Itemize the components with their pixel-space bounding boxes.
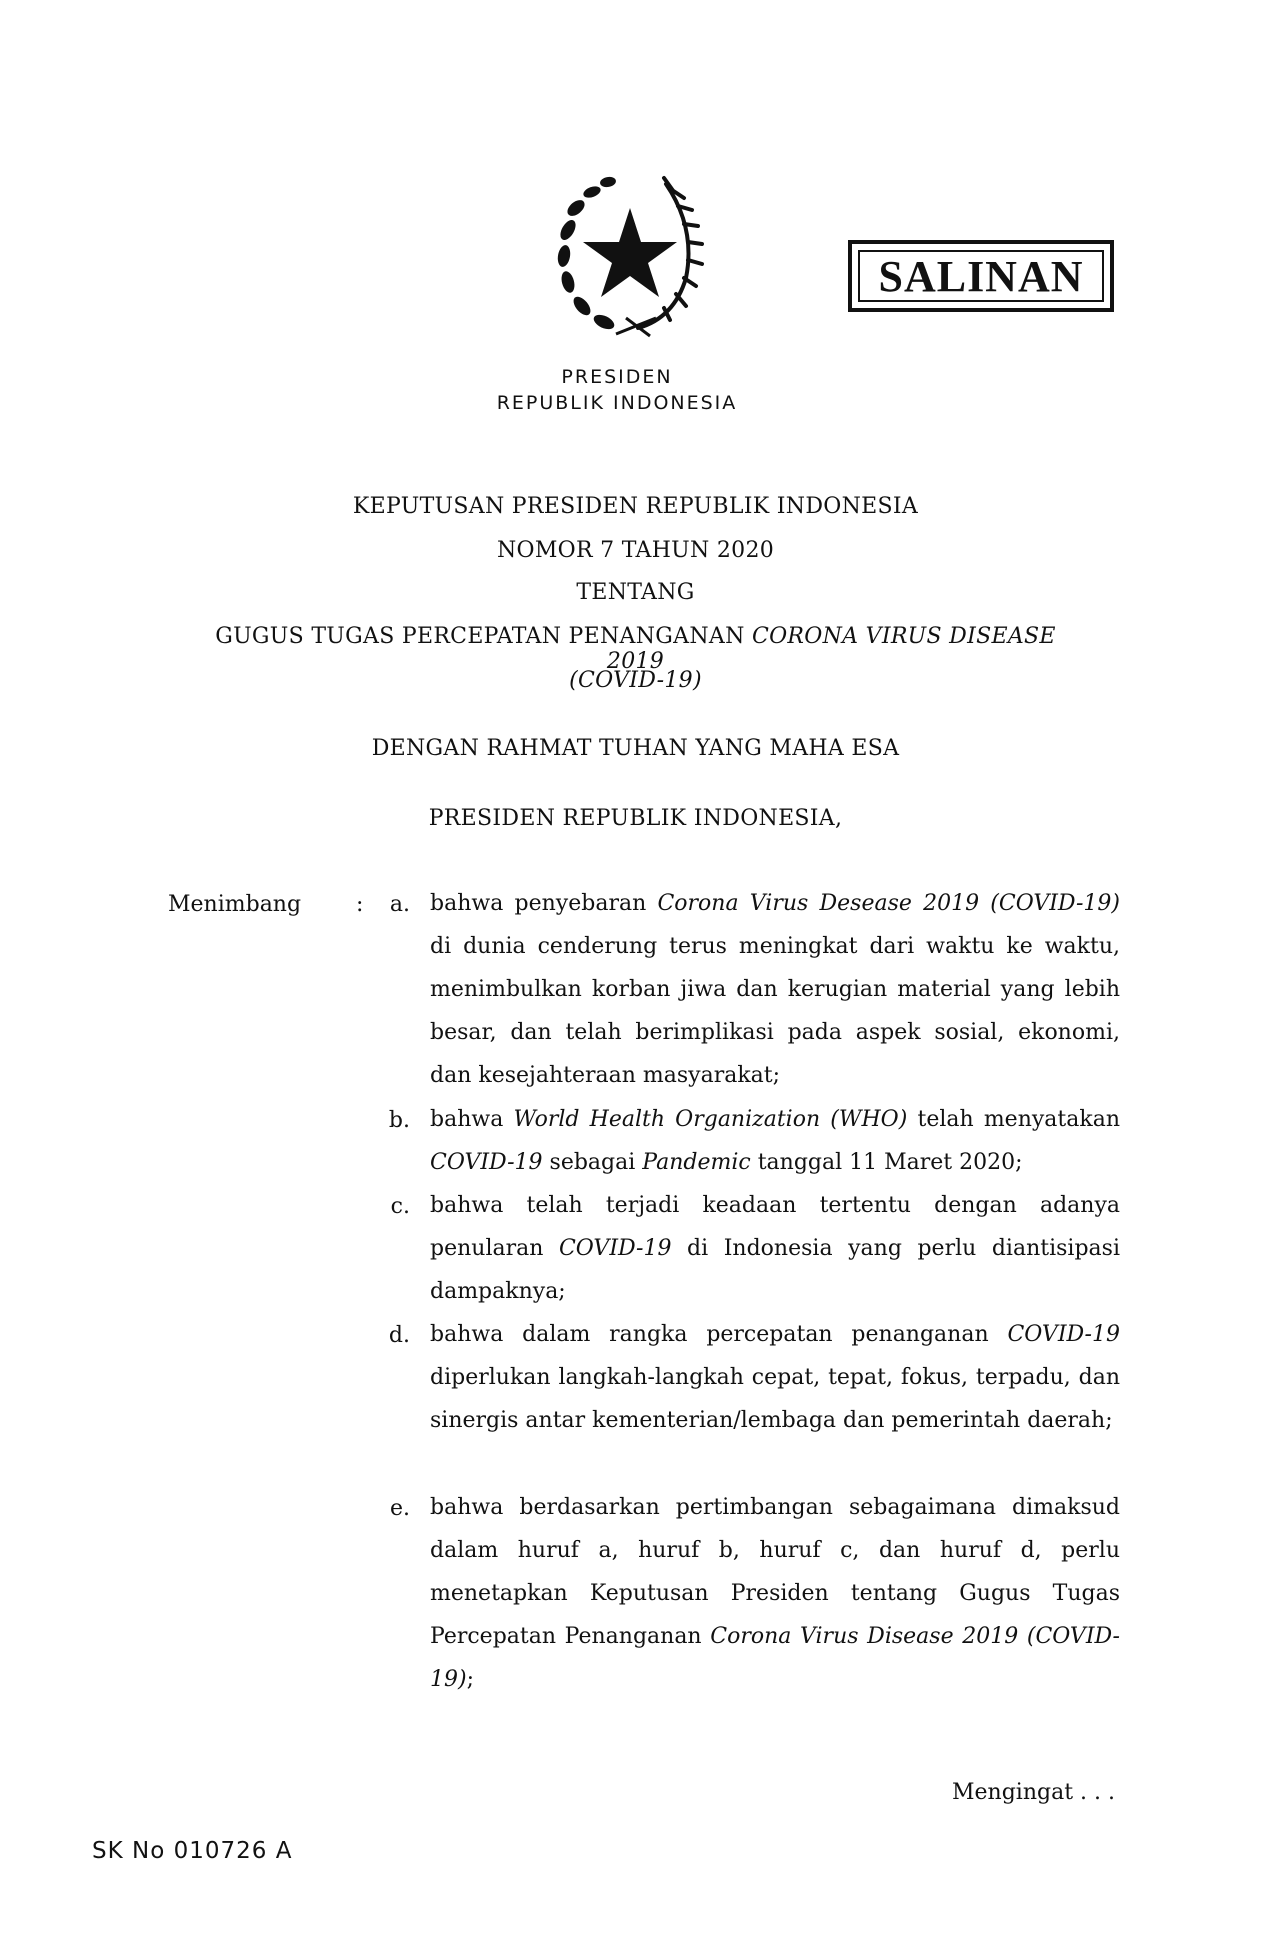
considering-colon: : [356, 892, 364, 917]
item-text: bahwa dalam rangka percepatan penanganan COVID-19 diperlukan langkah-langkah cepat, tepat, fokus, terpadu, dan sinergis antar kementerian/lembaga dan pemerintah daerah; [430, 1322, 1120, 1433]
decree-subject [200, 624, 1071, 674]
decree-subject-abbrev: (COVID-19) [569, 668, 702, 693]
decree-subject-italic: CORONA VIRUS DISEASE 2019 [606, 624, 1056, 674]
decree-about-label: TENTANG [576, 580, 695, 605]
salinan-stamp [848, 240, 1114, 312]
office-title-line1: PRESIDEN [561, 366, 673, 388]
item-text: bahwa penyebaran Corona Virus Desease 2019 (COVID-19) di dunia cenderung terus meningkat dari waktu ke waktu, menimbulkan korban jiwa dan kerugian material yang lebih besar, dan telah berimplikasi pada aspek sosial, ekonomi, dan kesejahteraan masyarakat; [430, 891, 1120, 1088]
item-text: bahwa World Health Organization (WHO) telah menyatakan COVID-19 sebagai Pandemic tanggal 11 Maret 2020; [430, 1107, 1120, 1175]
item-text: bahwa berdasarkan pertimbangan sebagaimana dimaksud dalam huruf a, huruf b, huruf c, dan huruf d, perlu menetapkan Keputusan Presiden tentang Gugus Tugas Percepatan Penanganan Corona Virus Disease 2019 (COVID-19); [430, 1495, 1120, 1692]
item-letter: c. [390, 1194, 410, 1219]
item-text: bahwa telah terjadi keadaan tertentu dengan adanya penularan COVID-19 di Indonesia yang perlu diantisipasi dampaknya; [430, 1193, 1120, 1304]
office-title-line2: REPUBLIK INDONESIA [496, 392, 738, 414]
stamp-text: SALINAN [878, 251, 1084, 301]
decree-number: NOMOR 7 TAHUN 2020 [496, 538, 775, 563]
invocation: DENGAN RAHMAT TUHAN YANG MAHA ESA [371, 736, 900, 761]
decree-subject-plain: GUGUS TUGAS PERCEPATAN PENANGANAN [215, 624, 752, 649]
item-letter: d. [388, 1323, 410, 1348]
next-page-catchword: Mengingat . . . [952, 1780, 1116, 1805]
considering-label: Menimbang [168, 892, 302, 917]
item-letter: b. [388, 1108, 410, 1133]
item-letter: a. [389, 892, 410, 917]
decree-heading: KEPUTUSAN PRESIDEN REPUBLIK INDONESIA [352, 494, 919, 519]
garuda-star-emblem-icon [546, 168, 714, 348]
sk-serial-number: SK No 010726 A [92, 1838, 293, 1864]
issuer: PRESIDEN REPUBLIK INDONESIA, [428, 806, 843, 831]
item-letter: e. [389, 1496, 410, 1521]
